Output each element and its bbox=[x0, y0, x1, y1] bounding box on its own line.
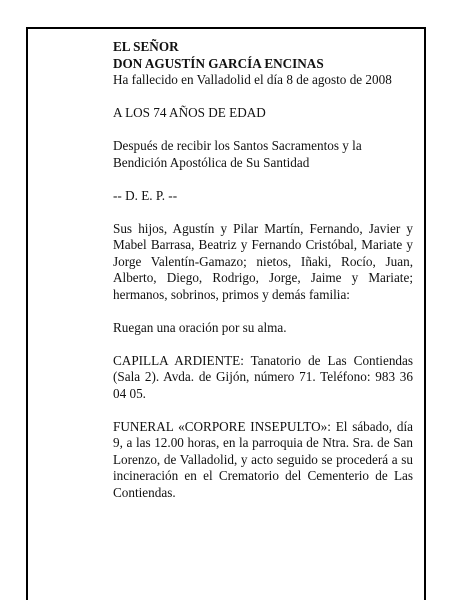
death-announcement: Ha fallecido en Valladolid el día 8 de agosto de 2008 bbox=[113, 72, 392, 87]
obituary-notice bbox=[113, 39, 413, 501]
family-list: Sus hijos, Agustín y Pilar Martín, Fernando, Javier y Mabel Barrasa, Beatriz y Fernando Cristóbal, Mariate y Jorge Valentín-Gamazo; nietos, Iñaki, Rocío, Juan, Alberto, Diego, Rodrigo, Jorge, Jaime y Mariate; hermanos, sobrinos, primos y demás familia: bbox=[113, 220, 413, 302]
age-line: A LOS 74 AÑOS DE EDAD bbox=[113, 105, 266, 120]
funeral-info: FUNERAL «CORPORE INSEPULTO»: El sábado, día 9, a las 12.00 horas, en la parroquia de Ntra. Sra. de San Lorenzo, de Valladolid, y acto seguido se procederá a su incineración en el Crematorio del Cementerio de Las Contiendas. bbox=[113, 418, 413, 500]
rip-line: -- D. E. P. -- bbox=[113, 187, 178, 203]
sacraments-text: Después de recibir los Santos Sacramentos y la Bendición Apostólica de Su Santidad bbox=[113, 138, 362, 170]
chapel-info: CAPILLA ARDIENTE: Tanatorio de Las Contiendas (Sala 2). Avda. de Gijón, número 71. Teléfono: 983 36 04 05. bbox=[113, 352, 413, 401]
prayer-request: Ruegan una oración por su alma. bbox=[113, 319, 287, 335]
deceased-name: DON AGUSTÍN GARCÍA ENCINAS bbox=[113, 55, 324, 71]
deceased-title: EL SEÑOR bbox=[113, 39, 179, 54]
